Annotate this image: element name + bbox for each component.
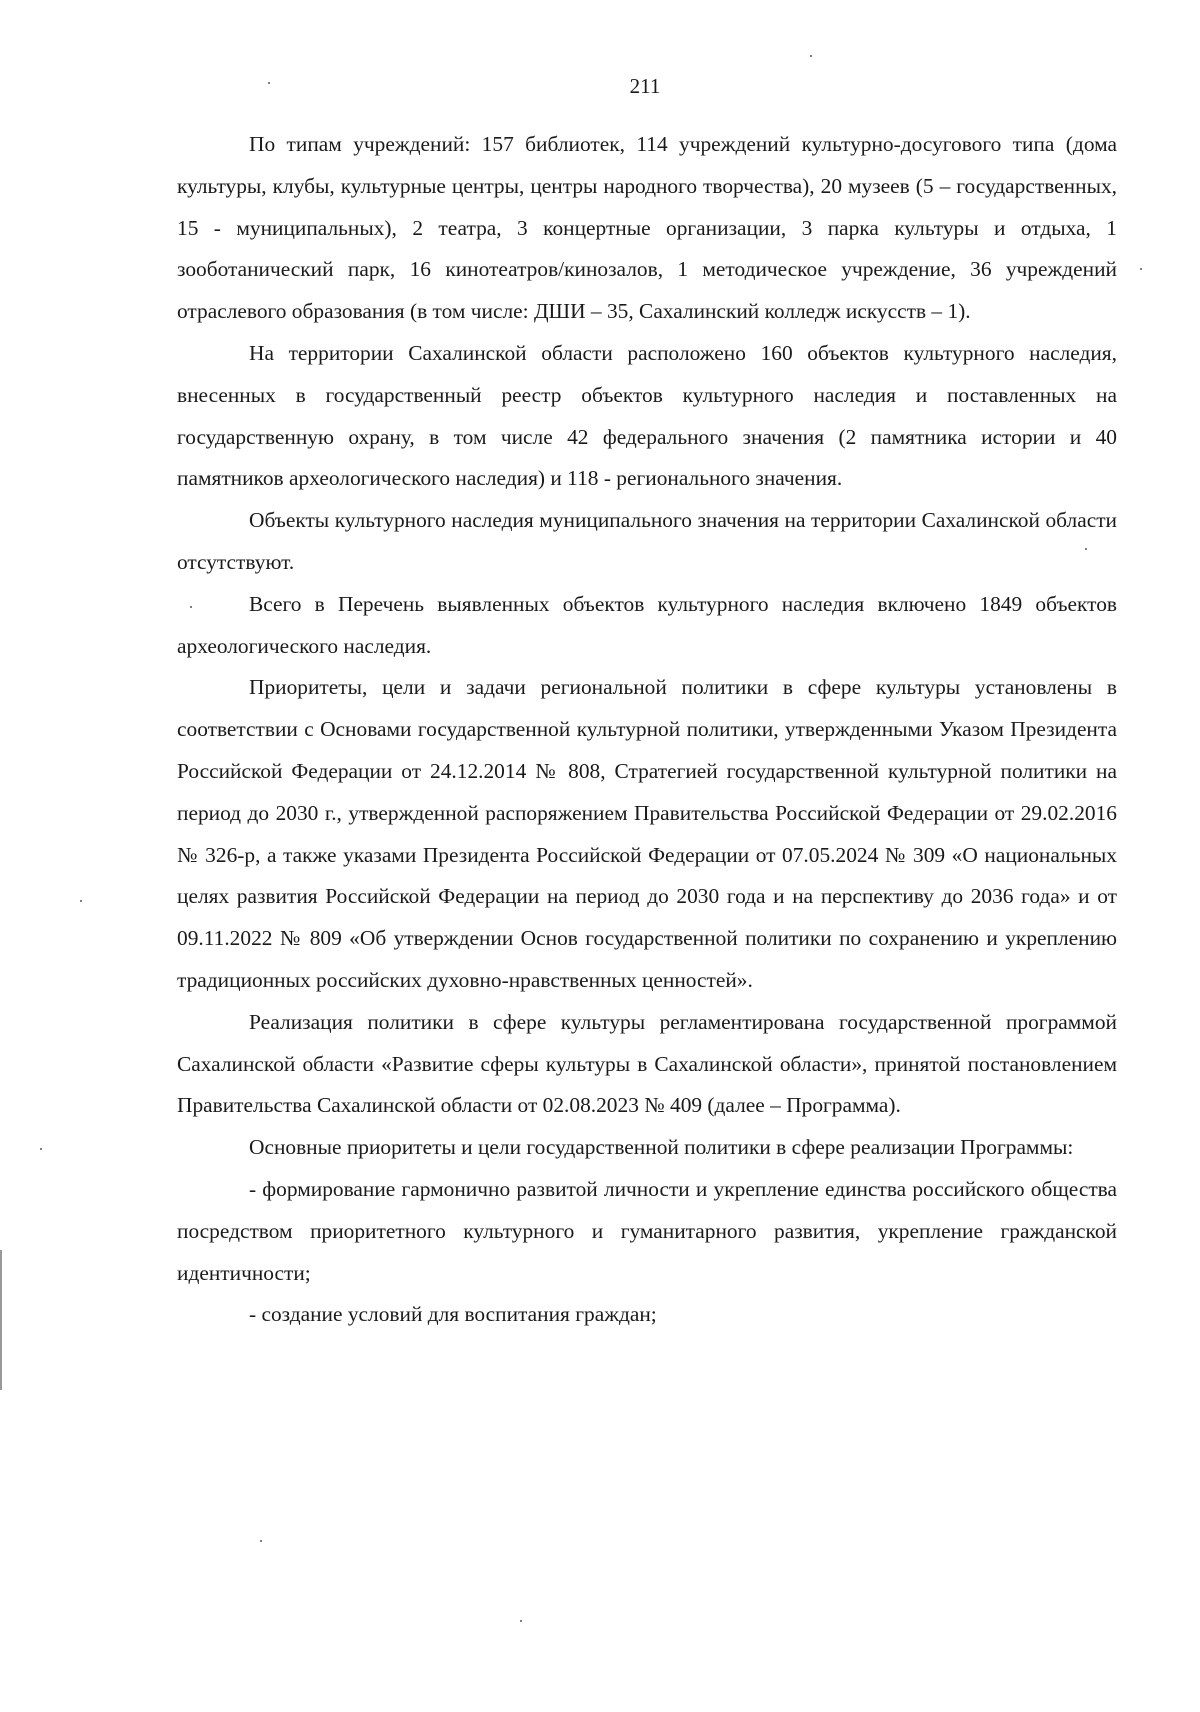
paragraph-identified-objects: Всего в Перечень выявленных объектов культурного наследия включено 1849 объектов археологического наследия.: [177, 591, 1117, 658]
scan-speck: [1140, 268, 1142, 270]
paragraph-institution-types: По типам учреждений: 157 библиотек, 114 учреждений культурно-досугового типа (дома культуры, клубы, культурные центры, центры народного творчества), 20 музеев (5 – государственных, 15 - муниципальных), 2 театра, 3 концертные организации, 3 парка культуры и отдыха, 1 зооботанический парк, 16 кинотеатров/кинозалов, 1 методическое учреждение, 36 учреждений отраслевого образования (в том числе: ДШИ – 35, Сахалинский колледж искусств – 1).: [177, 132, 1117, 324]
page-number: 211: [629, 74, 661, 98]
paragraph-municipal-heritage: Объекты культурного наследия муниципального значения на территории Сахалинской области отсутствуют.: [177, 508, 1117, 574]
scan-speck: [268, 82, 270, 84]
scan-speck: [190, 606, 192, 608]
document-body: [177, 124, 1117, 1336]
list-item: - формирование гармонично развитой личности и укрепление единства российского общества посредством приоритетного культурного и гуманитарного развития, укрепление гражданской идентичности;: [177, 1176, 1117, 1285]
scan-speck: [260, 1540, 262, 1542]
scan-speck: [80, 900, 82, 902]
paragraph-priorities: Приоритеты, цели и задачи региональной политики в сфере культуры установлены в соответствии с Основами государственной культурной политики, утвержденными Указом Президента Российской Федерации от 24.12.2014 № 808, Стратегией государственной культурной политики на период до 2030 г., утвержденной распоряжением Правительства Российской Федерации от 29.02.2016 № 326-р, а также указами Президента Российской Федерации от 07.05.2024 № 309 «О национальных целях развития Российской Федерации на период до 2030 года и на перспективу до 2036 года» и от 09.11.2022 № 809 «Об утверждении Основ государственной политики по сохранению и укреплению традиционных российских духовно-нравственных ценностей».: [177, 675, 1117, 992]
paragraph-heritage-objects: На территории Сахалинской области расположено 160 объектов культурного наследия, внесенных в государственный реестр объектов культурного наследия и поставленных на государственную охрану, в том числе 42 федерального значения (2 памятника истории и 40 памятников археологического наследия) и 118 - регионального значения.: [177, 340, 1117, 491]
list-item: - создание условий для воспитания граждан;: [249, 1302, 657, 1327]
scan-speck: [810, 55, 812, 57]
scan-speck: [520, 1620, 522, 1622]
paragraph-main-priorities: Основные приоритеты и цели государственной политики в сфере реализации Программы:: [249, 1135, 1074, 1160]
paragraph-program: Реализация политики в сфере культуры регламентирована государственной программой Сахалинской области «Развитие сферы культуры в Сахалинской области», принятой постановлением Правительства Сахалинской области от 02.08.2023 № 409 (далее – Программа).: [177, 1009, 1117, 1118]
scan-speck: [1085, 548, 1087, 550]
scan-speck: [40, 1148, 42, 1150]
scan-edge-mark: [0, 1250, 2, 1390]
